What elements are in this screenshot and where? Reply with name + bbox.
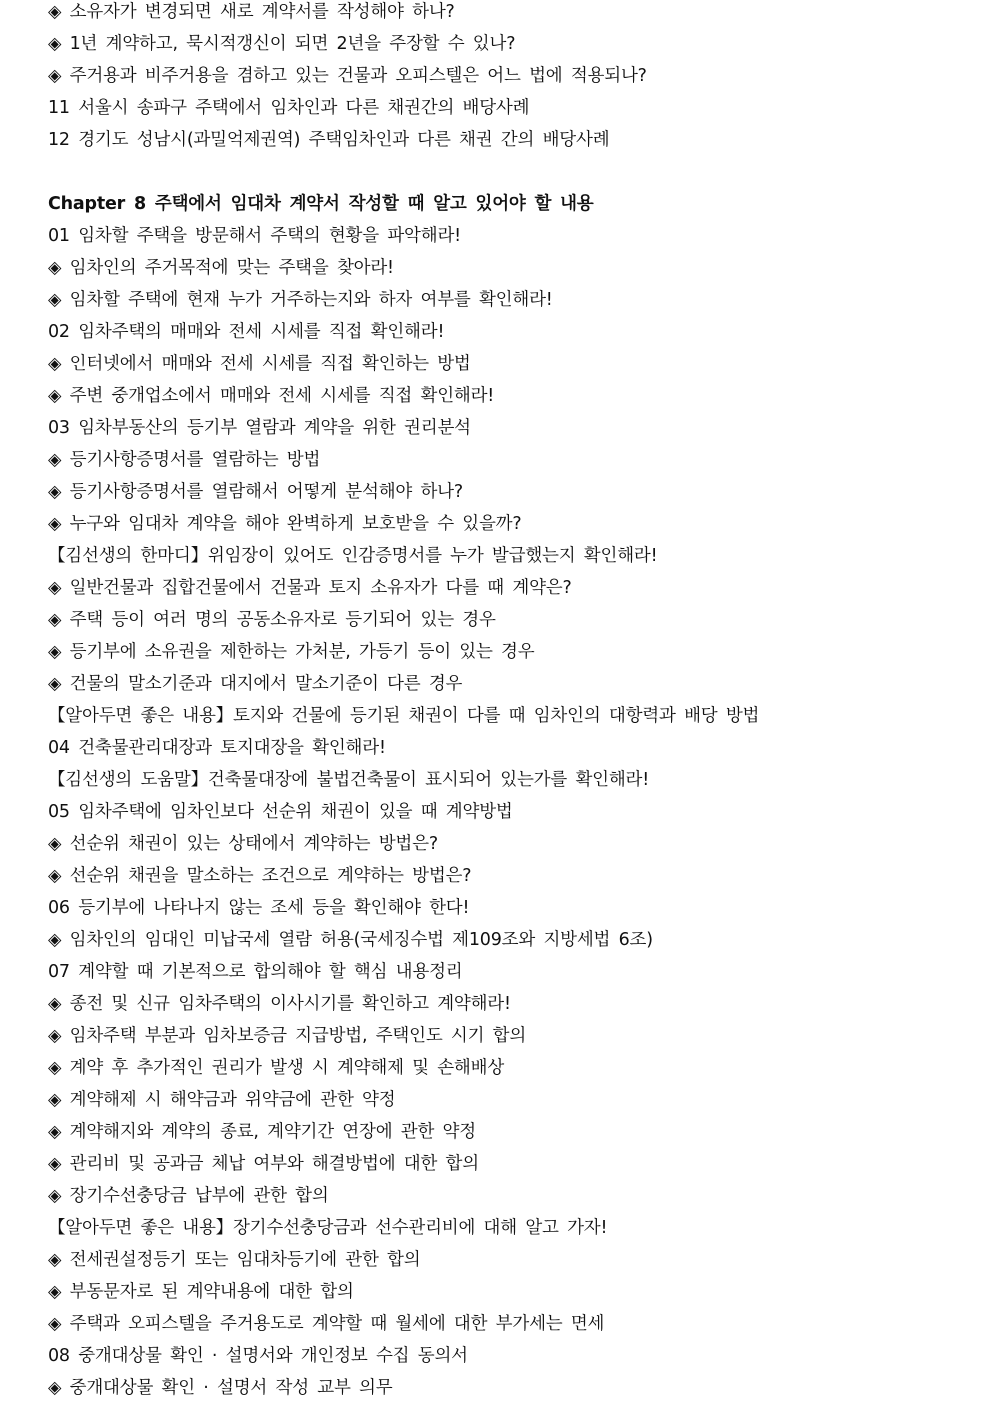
toc-line: ◈ 인터넷에서 매매와 전세 시세를 직접 확인하는 방법 [48,354,471,374]
toc-line: 02 임차주택의 매매와 전세 시세를 직접 확인해라! [48,322,445,342]
toc-line: 03 임차부동산의 등기부 열람과 계약을 위한 권리분석 [48,418,471,438]
toc-line: ◈ 주택과 오피스텔을 주거용도로 계약할 때 월세에 대한 부가세는 면세 [48,1314,605,1334]
toc-line: ◈ 등기부에 소유권을 제한하는 가처분, 가등기 등이 있는 경우 [48,642,535,662]
toc-line: ◈ 계약 후 추가적인 권리가 발생 시 계약해제 및 손해배상 [48,1058,505,1078]
toc-line: ◈ 주거용과 비주거용을 겸하고 있는 건물과 오피스텔은 어느 법에 적용되나? [48,66,647,86]
toc-line: ◈ 중개대상물 확인 · 설명서 작성 교부 의무 [48,1378,393,1398]
toc-line: 11 서울시 송파구 주택에서 임차인과 다른 채권간의 배당사례 [48,98,530,118]
toc-line: 【김선생의 도움말】건축물대장에 불법건축물이 표시되어 있는가를 확인해라! [48,770,650,790]
toc-line: ◈ 선순위 채권을 말소하는 조건으로 계약하는 방법은? [48,866,472,886]
toc-line: ◈ 임차할 주택에 현재 누가 거주하는지와 하자 여부를 확인해라! [48,290,553,310]
toc-line: ◈ 등기사항증명서를 열람하는 방법 [48,450,321,470]
section-spacer [48,160,968,192]
toc-line: 12 경기도 성남시(과밀억제권역) 주택임차인과 다른 채권 간의 배당사례 [48,130,610,150]
toc-line: ◈ 관리비 및 공과금 체납 여부와 해결방법에 대한 합의 [48,1154,479,1174]
toc-line: ◈ 부동문자로 된 계약내용에 대한 합의 [48,1282,354,1302]
intro-section [48,0,968,160]
toc-line: 04 건축물관리대장과 토지대장을 확인해라! [48,738,386,758]
toc-line: 【김선생의 한마디】위임장이 있어도 인감증명서를 누가 발급했는지 확인해라! [48,546,658,566]
toc-line: ◈ 건물의 말소기준과 대지에서 말소기준이 다른 경우 [48,674,463,694]
toc-line: ◈ 임차인의 주거목적에 맞는 주택을 찾아라! [48,258,394,278]
toc-line: 07 계약할 때 기본적으로 합의해야 할 핵심 내용정리 [48,962,463,982]
chapter-title: Chapter 8 주택에서 임대차 계약서 작성할 때 알고 있어야 할 내용 [48,194,594,214]
toc-line: ◈ 1년 계약하고, 묵시적갱신이 되면 2년을 주장할 수 있나? [48,34,516,54]
toc-line: ◈ 종전 및 신규 임차주택의 이사시기를 확인하고 계약해라! [48,994,511,1014]
toc-line: 08 중개대상물 확인 · 설명서와 개인정보 수집 동의서 [48,1346,468,1366]
toc-line: ◈ 선순위 채권이 있는 상태에서 계약하는 방법은? [48,834,438,854]
toc-line: 06 등기부에 나타나지 않는 조세 등을 확인해야 한다! [48,898,470,918]
toc-line: 05 임차주택에 임차인보다 선순위 채권이 있을 때 계약방법 [48,802,513,822]
toc-line: 【알아두면 좋은 내용】장기수선충당금과 선수관리비에 대해 알고 가자! [48,1218,608,1238]
toc-line: ◈ 주변 중개업소에서 매매와 전세 시세를 직접 확인해라! [48,386,495,406]
toc-line: ◈ 임차인의 임대인 미납국세 열람 허용(국세징수법 제109조와 지방세법 6조) [48,930,653,950]
toc-line: ◈ 누구와 임대차 계약을 해야 완벽하게 보호받을 수 있을까? [48,514,522,534]
toc-line: 【알아두면 좋은 내용】토지와 건물에 등기된 채권이 다를 때 임차인의 대항력과 배당 방법 [48,706,760,726]
toc-line: ◈ 계약해지와 계약의 종료, 계약기간 연장에 관한 약정 [48,1122,476,1142]
toc-line: ◈ 등기사항증명서를 열람해서 어떻게 분석해야 하나? [48,482,463,502]
chapter-section [48,192,968,1408]
toc-line: ◈ 계약해제 시 해약금과 위약금에 관한 약정 [48,1090,396,1110]
toc-line: ◈ 전세권설정등기 또는 임대차등기에 관한 합의 [48,1250,421,1270]
toc-page [48,0,968,1408]
toc-line: 01 임차할 주택을 방문해서 주택의 현황을 파악해라! [48,226,461,246]
toc-line: ◈ 소유자가 변경되면 새로 계약서를 작성해야 하나? [48,2,455,22]
toc-line: ◈ 임차주택 부분과 임차보증금 지급방법, 주택인도 시기 합의 [48,1026,527,1046]
toc-line: ◈ 주택 등이 여러 명의 공동소유자로 등기되어 있는 경우 [48,610,496,630]
toc-line: ◈ 장기수선충당금 납부에 관한 합의 [48,1186,329,1206]
toc-line: ◈ 일반건물과 집합건물에서 건물과 토지 소유자가 다를 때 계약은? [48,578,572,598]
